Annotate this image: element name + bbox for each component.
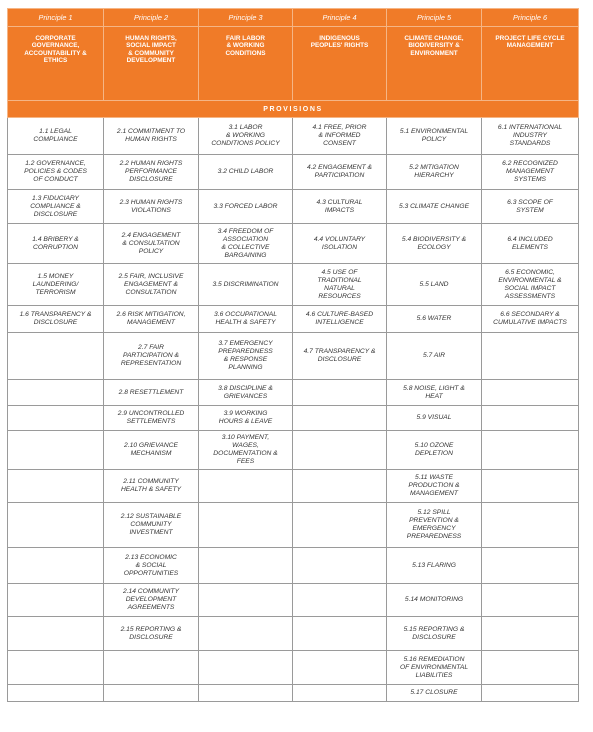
provision-cell: 1.1 LEGAL COMPLIANCE	[8, 118, 104, 155]
provision-cell	[8, 617, 104, 651]
provision-row	[8, 584, 579, 617]
provision-cell: 3.10 PAYMENT, WAGES, DOCUMENTATION & FEES	[199, 431, 293, 470]
provision-cell: 2.11 COMMUNITY HEALTH & SAFETY	[104, 470, 199, 503]
provision-cell	[8, 431, 104, 470]
provision-row	[8, 190, 579, 224]
provision-row	[8, 333, 579, 380]
provision-cell: 6.6 SECONDARY & CUMULATIVE IMPACTS	[482, 306, 579, 333]
provision-cell	[293, 406, 387, 431]
provision-cell	[8, 548, 104, 584]
provision-cell	[482, 503, 579, 548]
provision-cell	[293, 651, 387, 685]
provision-cell	[482, 380, 579, 406]
provision-cell: 5.6 WATER	[387, 306, 482, 333]
provision-cell: 5.9 VISUAL	[387, 406, 482, 431]
principle-3-title: FAIR LABOR & WORKING CONDITIONS	[199, 27, 293, 101]
provision-cell: 6.5 ECONOMIC, ENVIRONMENTAL & SOCIAL IMPACT ASSESSMENTS	[482, 264, 579, 306]
provision-cell	[482, 685, 579, 702]
provision-cell: 5.11 WASTE PRODUCTION & MANAGEMENT	[387, 470, 482, 503]
provision-cell	[482, 584, 579, 617]
provision-cell: 5.2 MITIGATION HIERARCHY	[387, 155, 482, 190]
provision-cell	[293, 470, 387, 503]
provision-cell: 3.4 FREEDOM OF ASSOCIATION & COLLECTIVE BARGAINING	[199, 224, 293, 264]
provision-cell	[482, 431, 579, 470]
principle-2-title: HUMAN RIGHTS, SOCIAL IMPACT & COMMUNITY DEVELOPMENT	[104, 27, 199, 101]
provision-cell	[199, 651, 293, 685]
provision-cell: 3.7 EMERGENCY PREPAREDNESS & RESPONSE PLANNING	[199, 333, 293, 380]
provision-cell	[482, 651, 579, 685]
principle-1-label: Principle 1	[8, 9, 104, 27]
provision-cell	[199, 470, 293, 503]
provision-cell: 2.10 GRIEVANCE MECHANISM	[104, 431, 199, 470]
provision-cell: 2.4 ENGAGEMENT & CONSULTATION POLICY	[104, 224, 199, 264]
provision-row	[8, 380, 579, 406]
provision-cell: 6.2 RECOGNIZED MANAGEMENT SYSTEMS	[482, 155, 579, 190]
provision-cell	[293, 584, 387, 617]
principle-5-title: CLIMATE CHANGE, BIODIVERSITY & ENVIRONMENT	[387, 27, 482, 101]
provision-cell: 5.10 OZONE DEPLETION	[387, 431, 482, 470]
provision-cell: 1.2 GOVERNANCE, POLICIES & CODES OF CONDUCT	[8, 155, 104, 190]
provision-cell: 4.1 FREE, PRIOR & INFORMED CONSENT	[293, 118, 387, 155]
provisions-banner-row	[8, 101, 579, 118]
provision-cell	[8, 685, 104, 702]
provision-cell	[8, 406, 104, 431]
provision-cell: 3.8 DISCIPLINE & GRIEVANCES	[199, 380, 293, 406]
provision-cell: 1.6 TRANSPARENCY & DISCLOSURE	[8, 306, 104, 333]
provision-cell: 2.9 UNCONTROLLED SETTLEMENTS	[104, 406, 199, 431]
provision-cell	[199, 503, 293, 548]
provision-cell	[482, 548, 579, 584]
provision-cell: 1.5 MONEY LAUNDERING/ TERRORISM	[8, 264, 104, 306]
principle-2-label: Principle 2	[104, 9, 199, 27]
provision-cell: 3.5 DISCRIMINATION	[199, 264, 293, 306]
provision-row	[8, 118, 579, 155]
provision-cell: 4.6 CULTURE-BASED INTELLIGENCE	[293, 306, 387, 333]
provision-cell: 2.7 FAIR PARTICIPATION & REPRESENTATION	[104, 333, 199, 380]
provision-cell: 2.15 REPORTING & DISCLOSURE	[104, 617, 199, 651]
provision-cell: 5.1 ENVIRONMENTAL POLICY	[387, 118, 482, 155]
principle-4-title: INDIGENOUS PEOPLES' RIGHTS	[293, 27, 387, 101]
provision-cell: 5.5 LAND	[387, 264, 482, 306]
provision-cell	[104, 685, 199, 702]
provision-cell	[482, 333, 579, 380]
provision-cell	[482, 406, 579, 431]
provision-cell	[104, 651, 199, 685]
provision-cell: 5.16 REMEDIATION OF ENVIRONMENTAL LIABILITIES	[387, 651, 482, 685]
provision-cell: 2.5 FAIR, INCLUSIVE ENGAGEMENT & CONSULTATION	[104, 264, 199, 306]
provision-cell	[8, 333, 104, 380]
provision-cell: 3.3 FORCED LABOR	[199, 190, 293, 224]
provision-cell: 3.6 OCCUPATIONAL HEALTH & SAFETY	[199, 306, 293, 333]
provision-row	[8, 155, 579, 190]
principle-number-row	[8, 9, 579, 27]
provision-cell: 2.14 COMMUNITY DEVELOPMENT AGREEMENTS	[104, 584, 199, 617]
provision-row	[8, 431, 579, 470]
provision-row	[8, 306, 579, 333]
provision-row	[8, 548, 579, 584]
provision-cell	[8, 651, 104, 685]
provision-cell	[482, 470, 579, 503]
provision-cell: 6.1 INTERNATIONAL INDUSTRY STANDARDS	[482, 118, 579, 155]
provision-cell: 5.15 REPORTING & DISCLOSURE	[387, 617, 482, 651]
provision-cell: 2.8 RESETTLEMENT	[104, 380, 199, 406]
provision-cell: 2.12 SUSTAINABLE COMMUNITY INVESTMENT	[104, 503, 199, 548]
provision-cell: 4.7 TRANSPARENCY & DISCLOSURE	[293, 333, 387, 380]
provision-cell: 2.1 COMMITMENT TO HUMAN RIGHTS	[104, 118, 199, 155]
provision-cell: 5.7 AIR	[387, 333, 482, 380]
provision-cell: 6.3 SCOPE OF SYSTEM	[482, 190, 579, 224]
provision-cell: 5.13 FLARING	[387, 548, 482, 584]
provision-cell	[293, 617, 387, 651]
provision-cell	[8, 380, 104, 406]
provision-cell: 4.5 USE OF TRADITIONAL NATURAL RESOURCES	[293, 264, 387, 306]
provision-row	[8, 651, 579, 685]
provision-cell: 5.4 BIODIVERSITY & ECOLOGY	[387, 224, 482, 264]
provision-cell	[199, 685, 293, 702]
provision-cell	[293, 431, 387, 470]
provision-cell	[8, 470, 104, 503]
provision-cell	[293, 503, 387, 548]
provision-cell	[8, 503, 104, 548]
provision-row	[8, 264, 579, 306]
provision-cell: 5.17 CLOSURE	[387, 685, 482, 702]
provision-cell: 2.13 ECONOMIC & SOCIAL OPPORTUNITIES	[104, 548, 199, 584]
provision-cell: 5.8 NOISE, LIGHT & HEAT	[387, 380, 482, 406]
provision-cell	[199, 548, 293, 584]
provision-cell: 2.6 RISK MITIGATION, MANAGEMENT	[104, 306, 199, 333]
principle-title-row	[8, 27, 579, 101]
provision-cell	[482, 617, 579, 651]
provision-row	[8, 406, 579, 431]
principles-provisions-table	[7, 8, 579, 702]
provision-cell	[199, 584, 293, 617]
provisions-body	[8, 118, 579, 702]
provision-cell: 1.4 BRIBERY & CORRUPTION	[8, 224, 104, 264]
provision-cell: 6.4 INCLUDED ELEMENTS	[482, 224, 579, 264]
provision-cell: 4.3 CULTURAL IMPACTS	[293, 190, 387, 224]
provision-row	[8, 617, 579, 651]
provision-cell: 3.2 CHILD LABOR	[199, 155, 293, 190]
provisions-banner: PROVISIONS	[8, 101, 579, 118]
provision-row	[8, 685, 579, 702]
principle-1-title: CORPORATE GOVERNANCE, ACCOUNTABILITY & ETHICS	[8, 27, 104, 101]
provision-cell: 5.3 CLIMATE CHANGE	[387, 190, 482, 224]
provision-cell	[199, 617, 293, 651]
provision-cell: 1.3 FIDUCIARY COMPLIANCE & DISCLOSURE	[8, 190, 104, 224]
provision-cell: 2.2 HUMAN RIGHTS PERFORMANCE DISCLOSURE	[104, 155, 199, 190]
provision-row	[8, 224, 579, 264]
principle-5-label: Principle 5	[387, 9, 482, 27]
principle-6-title: PROJECT LIFE CYCLE MANAGEMENT	[482, 27, 579, 101]
provision-cell: 5.12 SPILL PREVENTION & EMERGENCY PREPAREDNESS	[387, 503, 482, 548]
provision-cell: 5.14 MONITORING	[387, 584, 482, 617]
provision-cell	[293, 685, 387, 702]
provision-cell: 4.4 VOLUNTARY ISOLATION	[293, 224, 387, 264]
principle-4-label: Principle 4	[293, 9, 387, 27]
provision-cell	[8, 584, 104, 617]
provision-row	[8, 503, 579, 548]
principle-3-label: Principle 3	[199, 9, 293, 27]
provision-cell: 2.3 HUMAN RIGHTS VIOLATIONS	[104, 190, 199, 224]
provision-cell: 4.2 ENGAGEMENT & PARTICIPATION	[293, 155, 387, 190]
provision-cell	[293, 380, 387, 406]
provision-cell	[293, 548, 387, 584]
provision-row	[8, 470, 579, 503]
provision-cell: 3.1 LABOR & WORKING CONDITIONS POLICY	[199, 118, 293, 155]
principle-6-label: Principle 6	[482, 9, 579, 27]
provision-cell: 3.9 WORKING HOURS & LEAVE	[199, 406, 293, 431]
